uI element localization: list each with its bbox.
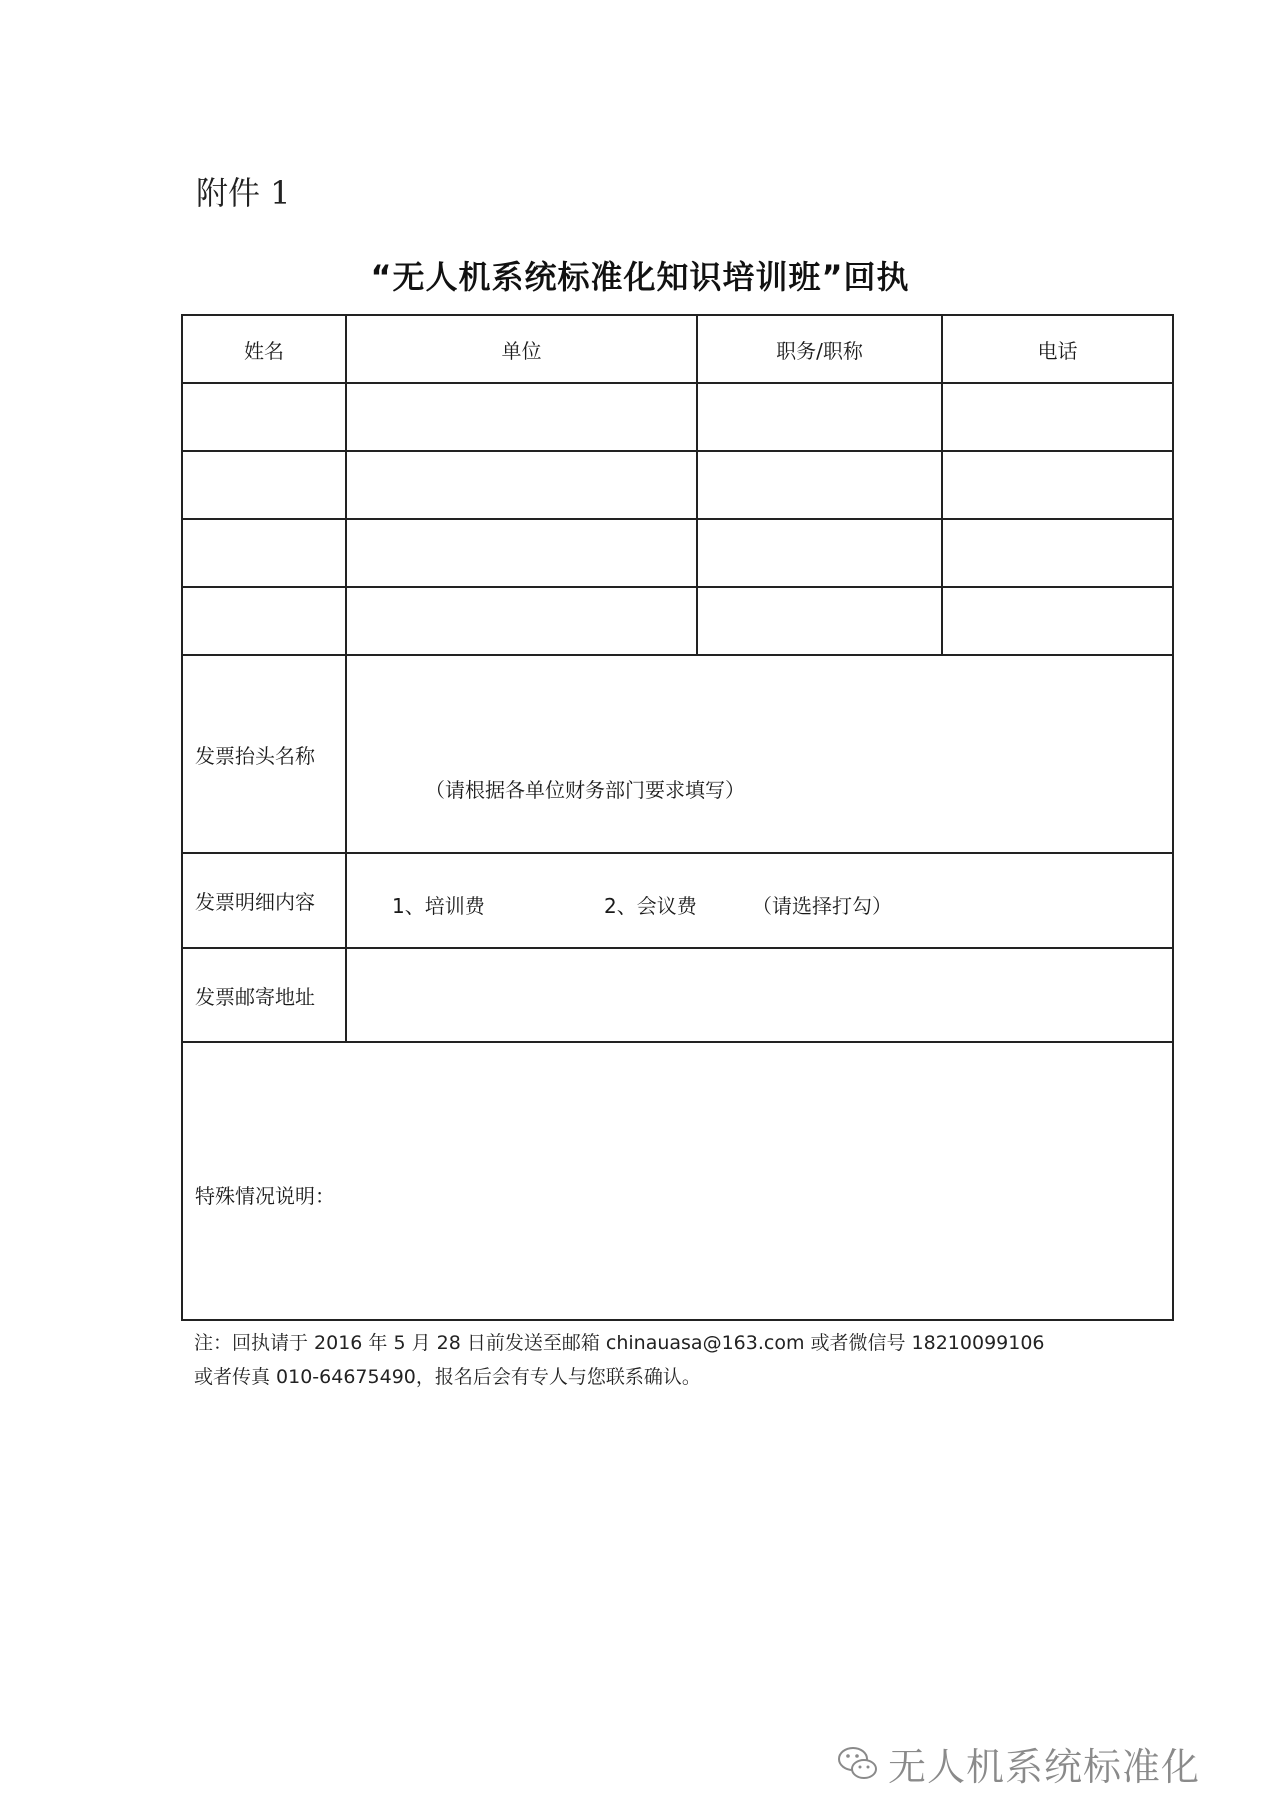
registration-form-table [181,314,1174,1321]
column-header-phone: 电话 [942,315,1173,383]
phone-field[interactable] [942,587,1173,655]
position-field[interactable] [697,587,942,655]
special-notes-row [182,1042,1173,1320]
special-notes-label: 特殊情况说明： [195,1183,335,1208]
option-hint: （请选择打勾） [752,894,892,918]
phone-field[interactable] [942,519,1173,587]
mailing-address-label: 发票邮寄地址 [182,948,346,1042]
invoice-title-hint: （请根据各单位财务部门要求填写） [425,778,745,802]
phone-field[interactable] [942,451,1173,519]
name-field[interactable] [182,451,346,519]
table-row [182,451,1173,519]
wechat-icon [836,1744,880,1784]
table-row [182,587,1173,655]
option-meeting-fee[interactable]: 2、会议费 [604,894,697,918]
phone-field[interactable] [942,383,1173,451]
header-row [182,315,1173,383]
note-line-1: 注：回执请于 2016 年 5 月 28 日前发送至邮箱 chinauasa@163.com 或者微信号 18210099106 [194,1332,1045,1354]
name-field[interactable] [182,519,346,587]
option-training-fee[interactable]: 1、培训费 [392,894,485,918]
name-field[interactable] [182,587,346,655]
organization-field[interactable] [346,383,697,451]
name-field[interactable] [182,383,346,451]
position-field[interactable] [697,519,942,587]
note-line-2: 或者传真 010-64675490，报名后会有专人与您联系确认。 [194,1366,701,1388]
invoice-detail-label: 发票明细内容 [182,853,346,948]
invoice-title-label: 发票抬头名称 [182,655,346,853]
organization-field[interactable] [346,451,697,519]
organization-field[interactable] [346,587,697,655]
watermark [836,1736,1200,1791]
form-title: “无人机系统标准化知识培训班”回执 [370,258,910,296]
mailing-address-row [182,948,1173,1042]
watermark-text: 无人机系统标准化 [888,1745,1201,1789]
attachment-label: 附件 1 [196,174,291,212]
invoice-detail-field [346,853,1173,948]
column-header-position: 职务/职称 [697,315,942,383]
position-field[interactable] [697,383,942,451]
organization-field[interactable] [346,519,697,587]
position-field[interactable] [697,451,942,519]
invoice-detail-row [182,853,1173,948]
invoice-title-row [182,655,1173,853]
mailing-address-field[interactable] [346,948,1173,1042]
column-header-name: 姓名 [182,315,346,383]
invoice-title-field[interactable] [346,655,1173,853]
column-header-organization: 单位 [346,315,697,383]
special-notes-field[interactable] [182,1042,1173,1320]
table-row [182,519,1173,587]
table-row [182,383,1173,451]
